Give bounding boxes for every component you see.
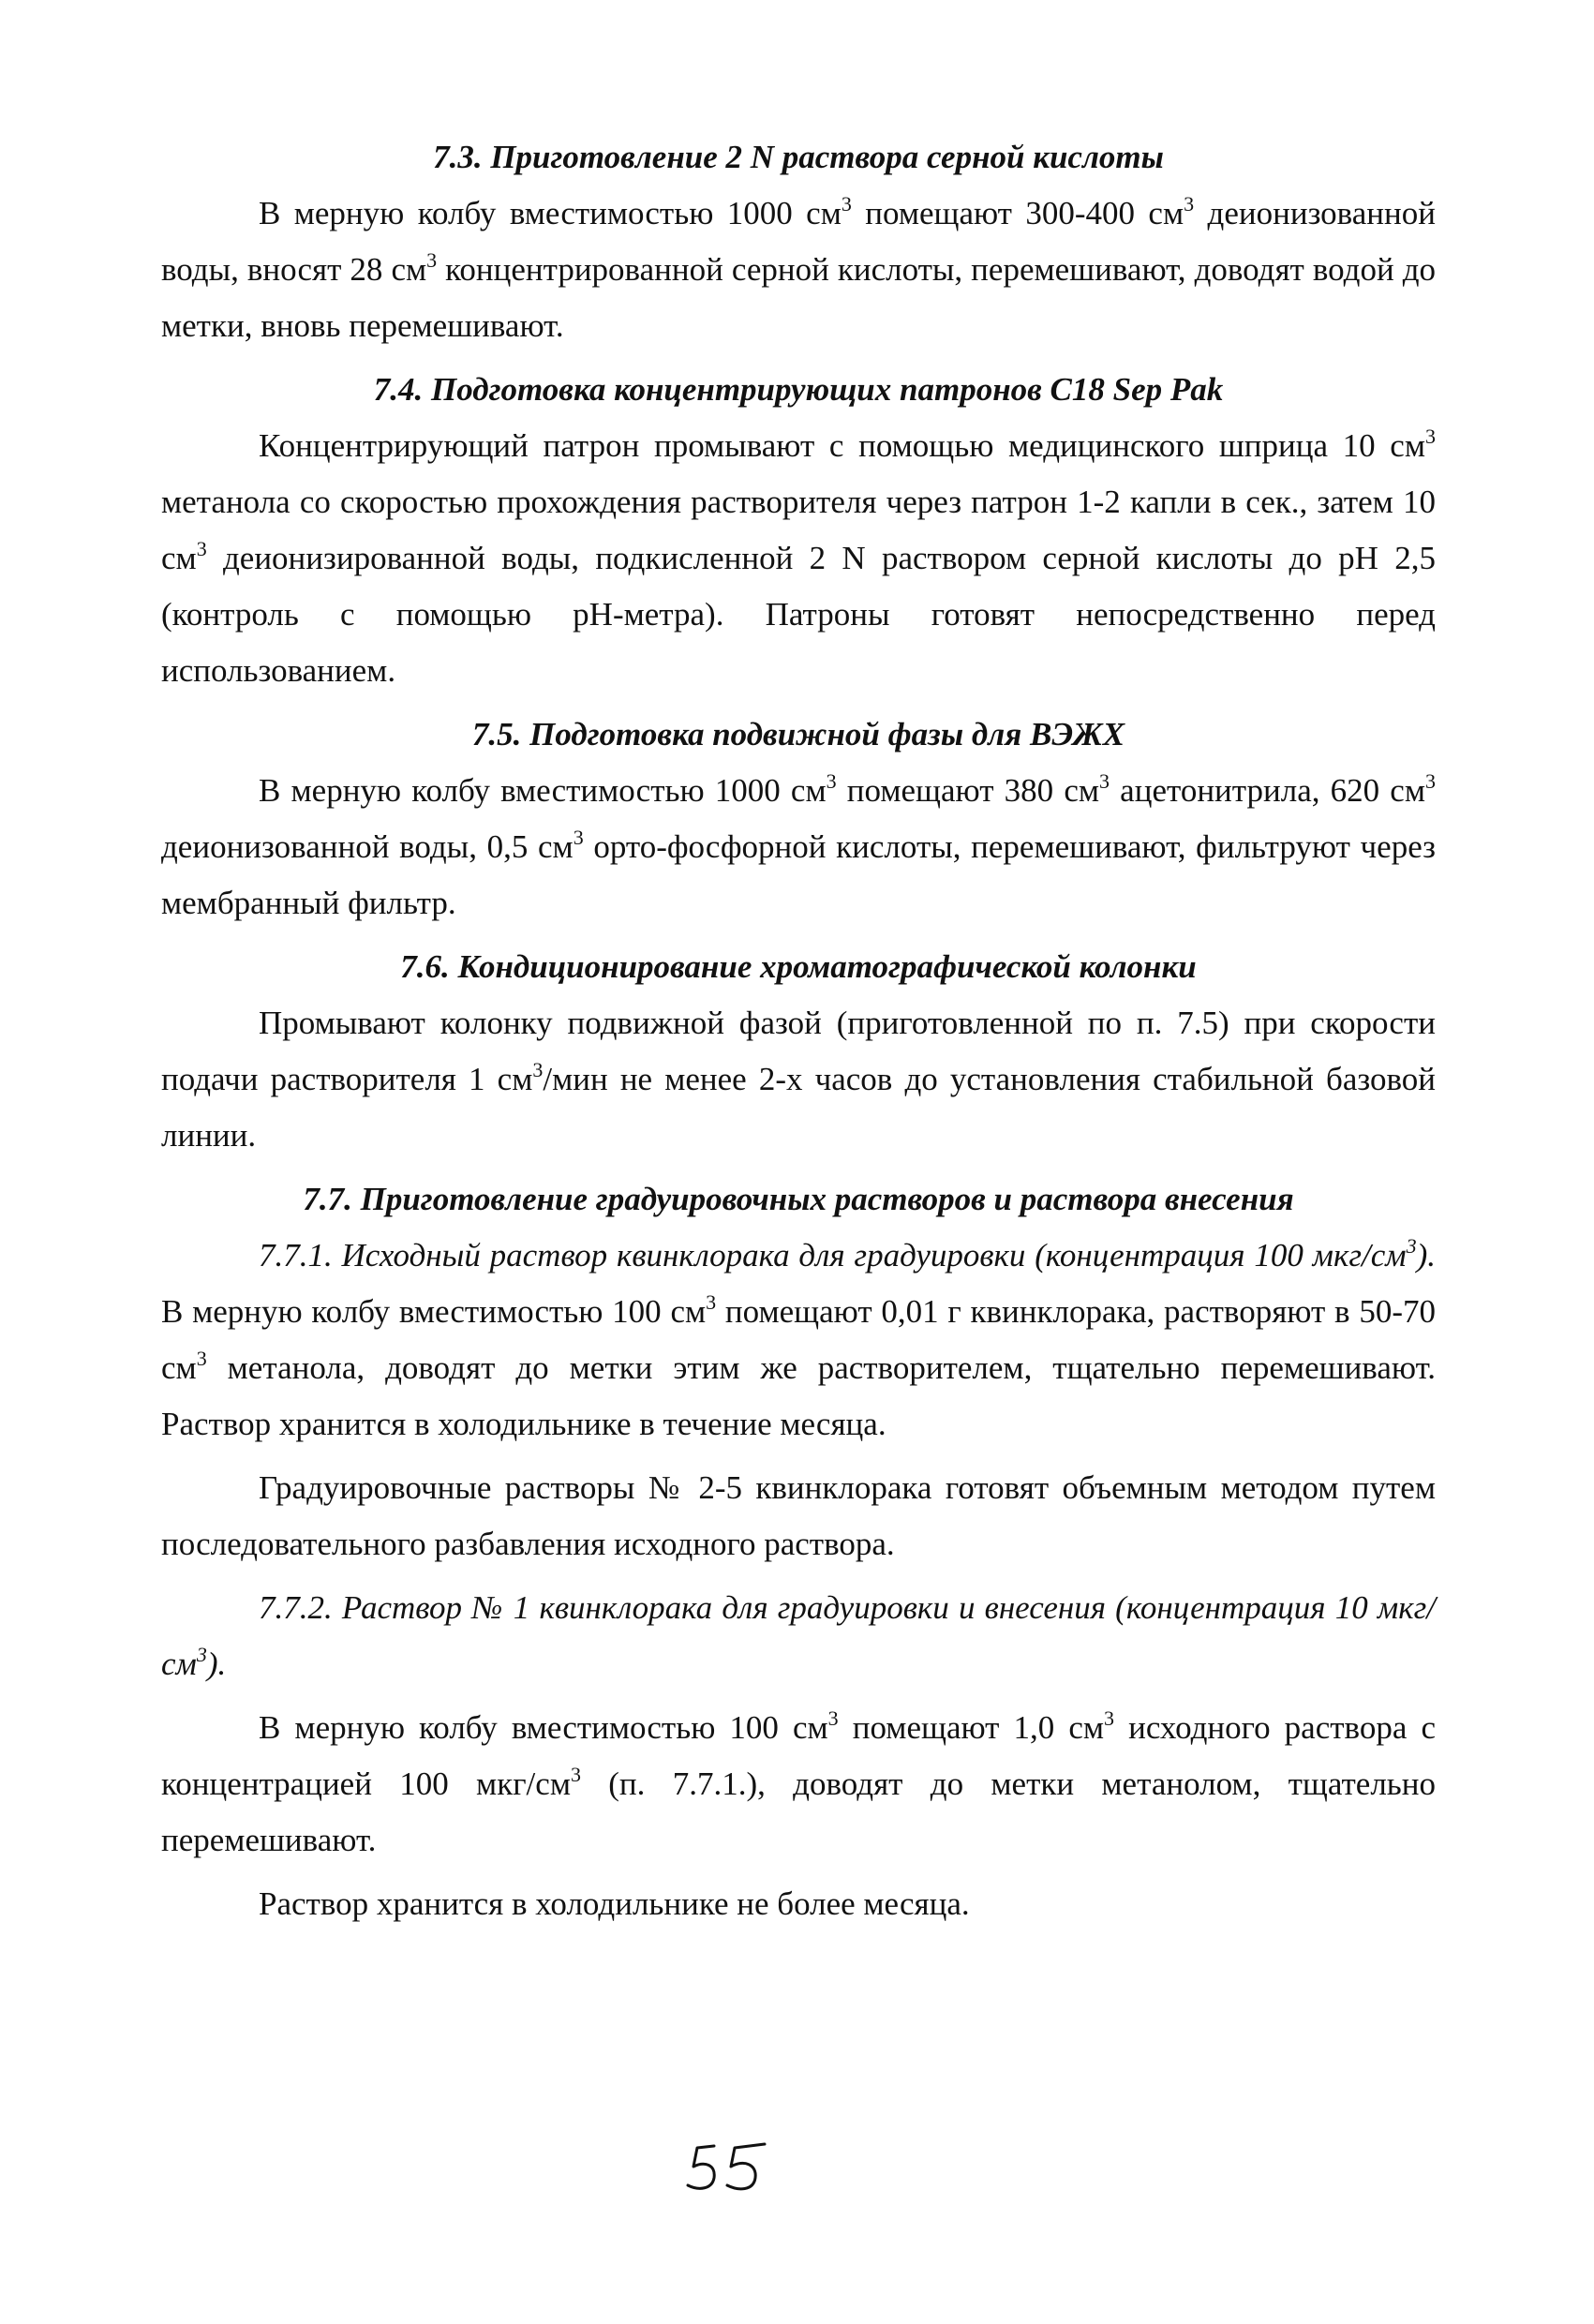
paragraph-7-5	[161, 763, 1436, 931]
superscript: 3	[1099, 769, 1110, 793]
paragraph-storage-note: Раствор хранится в холодильнике не более месяца.	[259, 1885, 970, 1922]
section-heading-7-4: 7.4. Подготовка концентрирующих патронов С18 Sep Pak	[373, 371, 1224, 408]
superscript: 3	[532, 1058, 544, 1081]
text-run: деионизованной воды, вносят 28 см	[161, 195, 1436, 288]
paragraph-7-3	[161, 186, 1436, 354]
text-run: В мерную колбу вместимостью 1000 см	[259, 772, 827, 809]
text-run: деионизованной воды, 0,5 см	[161, 828, 574, 865]
superscript: 3	[1425, 769, 1436, 793]
superscript: 3	[196, 537, 207, 560]
superscript: 3	[1104, 1706, 1115, 1730]
text-run: помещают 0,01 г квинклорака, растворяют в 50-70 см	[161, 1293, 1436, 1386]
document-body	[161, 129, 1436, 1932]
superscript: 3	[570, 1763, 581, 1786]
text-run: В мерную колбу вместимостью 100 см	[161, 1293, 707, 1330]
text-run: 7.7.1. Исходный раствор квинклорака для градуировки (концентрация 100 мкг/см	[259, 1237, 1407, 1274]
superscript: 3	[196, 1347, 207, 1370]
paragraph-calibration-solutions: Градуировочные растворы № 2-5 квинклорака готовят объемным методом путем последовательного разбавления исходного раствора.	[161, 1469, 1436, 1562]
superscript: 3	[573, 826, 584, 849]
superscript: 3	[827, 1706, 839, 1730]
superscript: 3	[196, 1643, 207, 1666]
text-run: помещают 380 см	[836, 772, 1100, 809]
section-heading-7-3: 7.3. Приготовление 2 N раствора серной кислоты	[433, 139, 1164, 175]
text-run: В мерную колбу вместимостью 1000 см	[259, 195, 842, 231]
page-number	[677, 2129, 789, 2204]
text-run: 7.7.2. Раствор № 1 квинклорака для градуировки и внесения (концентрация 10 мкг/см	[161, 1589, 1436, 1682]
superscript: 3	[1425, 425, 1436, 448]
text-run: помещают 300-400 см	[851, 195, 1184, 231]
text-run: метанола со скоростью прохождения растворителя через патрон 1-2 капли в сек., затем 10 см	[161, 484, 1436, 576]
paragraph-7-4	[161, 418, 1436, 699]
superscript: 3	[706, 1290, 717, 1314]
superscript: 3	[841, 192, 852, 216]
text-run: Промывают колонку подвижной фазой (приготовленной по п. 7.5) при скорости подачи растворителя 1 см	[161, 1005, 1436, 1097]
subsection-title-7-7-2	[161, 1589, 1436, 1682]
handwritten-page-number-icon	[677, 2129, 789, 2204]
text-run: метанола, доводят до метки этим же растворителем, тщательно перемешивают. Раствор хранится в холодильнике в течение месяца.	[161, 1349, 1436, 1442]
text-run: деионизированной воды, подкисленной 2 N раствором серной кислоты до pH 2,5 (контроль с помощью pH-метра). Патроны готовят непосредственно перед использованием.	[161, 540, 1436, 689]
text-run: помещают 1,0 см	[838, 1709, 1105, 1746]
paragraph-solution-1-prep	[161, 1700, 1436, 1869]
paragraph-7-6	[161, 995, 1436, 1164]
superscript: 3	[1406, 1234, 1417, 1258]
text-run: ).	[1416, 1237, 1436, 1274]
text-run: /мин не менее 2-х часов до установления стабильной базовой линии.	[161, 1061, 1436, 1154]
text-run: Концентрирующий патрон промывают с помощью медицинского шприца 10 см	[259, 427, 1425, 464]
text-run: концентрированной серной кислоты, перемешивают, доводят водой до метки, вновь перемешивают.	[161, 251, 1437, 344]
subsection-title-7-7-1	[259, 1234, 1436, 1274]
superscript: 3	[826, 769, 837, 793]
text-run: ацетонитрила, 620 см	[1110, 772, 1425, 809]
text-run: орто-фосфорной кислоты, перемешивают, фильтруют через мембранный фильтр.	[161, 828, 1436, 921]
paragraph-7-7-1	[161, 1228, 1436, 1452]
paragraph-7-7-2	[161, 1580, 1436, 1692]
superscript: 3	[1184, 192, 1195, 216]
text-run: В мерную колбу вместимостью 100 см	[259, 1709, 828, 1746]
section-heading-7-7: 7.7. Приготовление градуировочных растворов и раствора внесения	[303, 1181, 1294, 1217]
section-heading-7-6: 7.6. Кондиционирование хроматографической колонки	[400, 948, 1197, 985]
text-run: (п. 7.7.1.), доводят до метки метанолом, тщательно перемешивают.	[161, 1765, 1436, 1858]
section-heading-7-5: 7.5. Подготовка подвижной фазы для ВЭЖХ	[471, 716, 1125, 752]
text-run: исходного раствора с концентрацией 100 мкг/см	[161, 1709, 1436, 1802]
superscript: 3	[426, 248, 438, 272]
text-run: ).	[206, 1646, 227, 1682]
